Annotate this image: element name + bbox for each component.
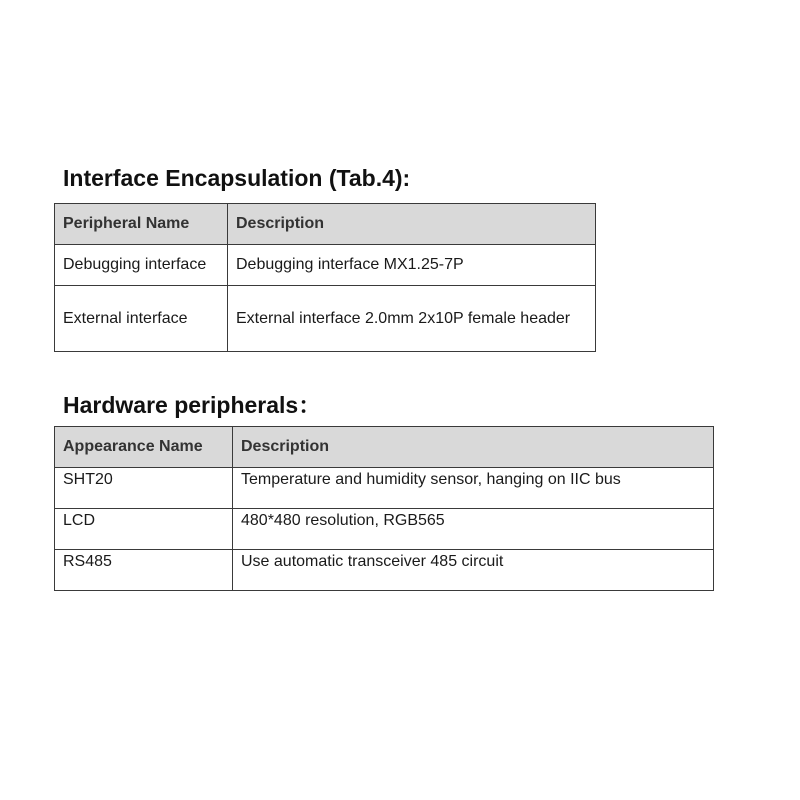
appearance-name-cell: SHT20 bbox=[55, 468, 233, 509]
table-row bbox=[55, 509, 714, 550]
description-cell: 480*480 resolution, RGB565 bbox=[233, 509, 714, 550]
appearance-name-cell: RS485 bbox=[55, 550, 233, 591]
column-header-description: Description bbox=[228, 204, 596, 245]
description-cell: Temperature and humidity sensor, hanging on IIC bus bbox=[233, 468, 714, 509]
table-header-row bbox=[55, 204, 596, 245]
peripheral-name-cell: Debugging interface bbox=[55, 245, 228, 286]
description-cell: Use automatic transceiver 485 circuit bbox=[233, 550, 714, 591]
table-row bbox=[55, 286, 596, 352]
column-header-appearance-name: Appearance Name bbox=[55, 427, 233, 468]
peripheral-name-cell: External interface bbox=[55, 286, 228, 352]
interface-encapsulation-heading: Interface Encapsulation (Tab.4): bbox=[63, 165, 411, 191]
description-cell: External interface 2.0mm 2x10P female header bbox=[228, 286, 596, 352]
hardware-peripherals-table bbox=[54, 426, 714, 591]
appearance-name-cell: LCD bbox=[55, 509, 233, 550]
table-header-row bbox=[55, 427, 714, 468]
table-row bbox=[55, 245, 596, 286]
column-header-peripheral-name: Peripheral Name bbox=[55, 204, 228, 245]
interface-encapsulation-table bbox=[54, 203, 596, 352]
hardware-peripherals-heading: Hardware peripherals： bbox=[63, 392, 322, 418]
description-cell: Debugging interface MX1.25-7P bbox=[228, 245, 596, 286]
table-row bbox=[55, 550, 714, 591]
table-row bbox=[55, 468, 714, 509]
column-header-description: Description bbox=[233, 427, 714, 468]
